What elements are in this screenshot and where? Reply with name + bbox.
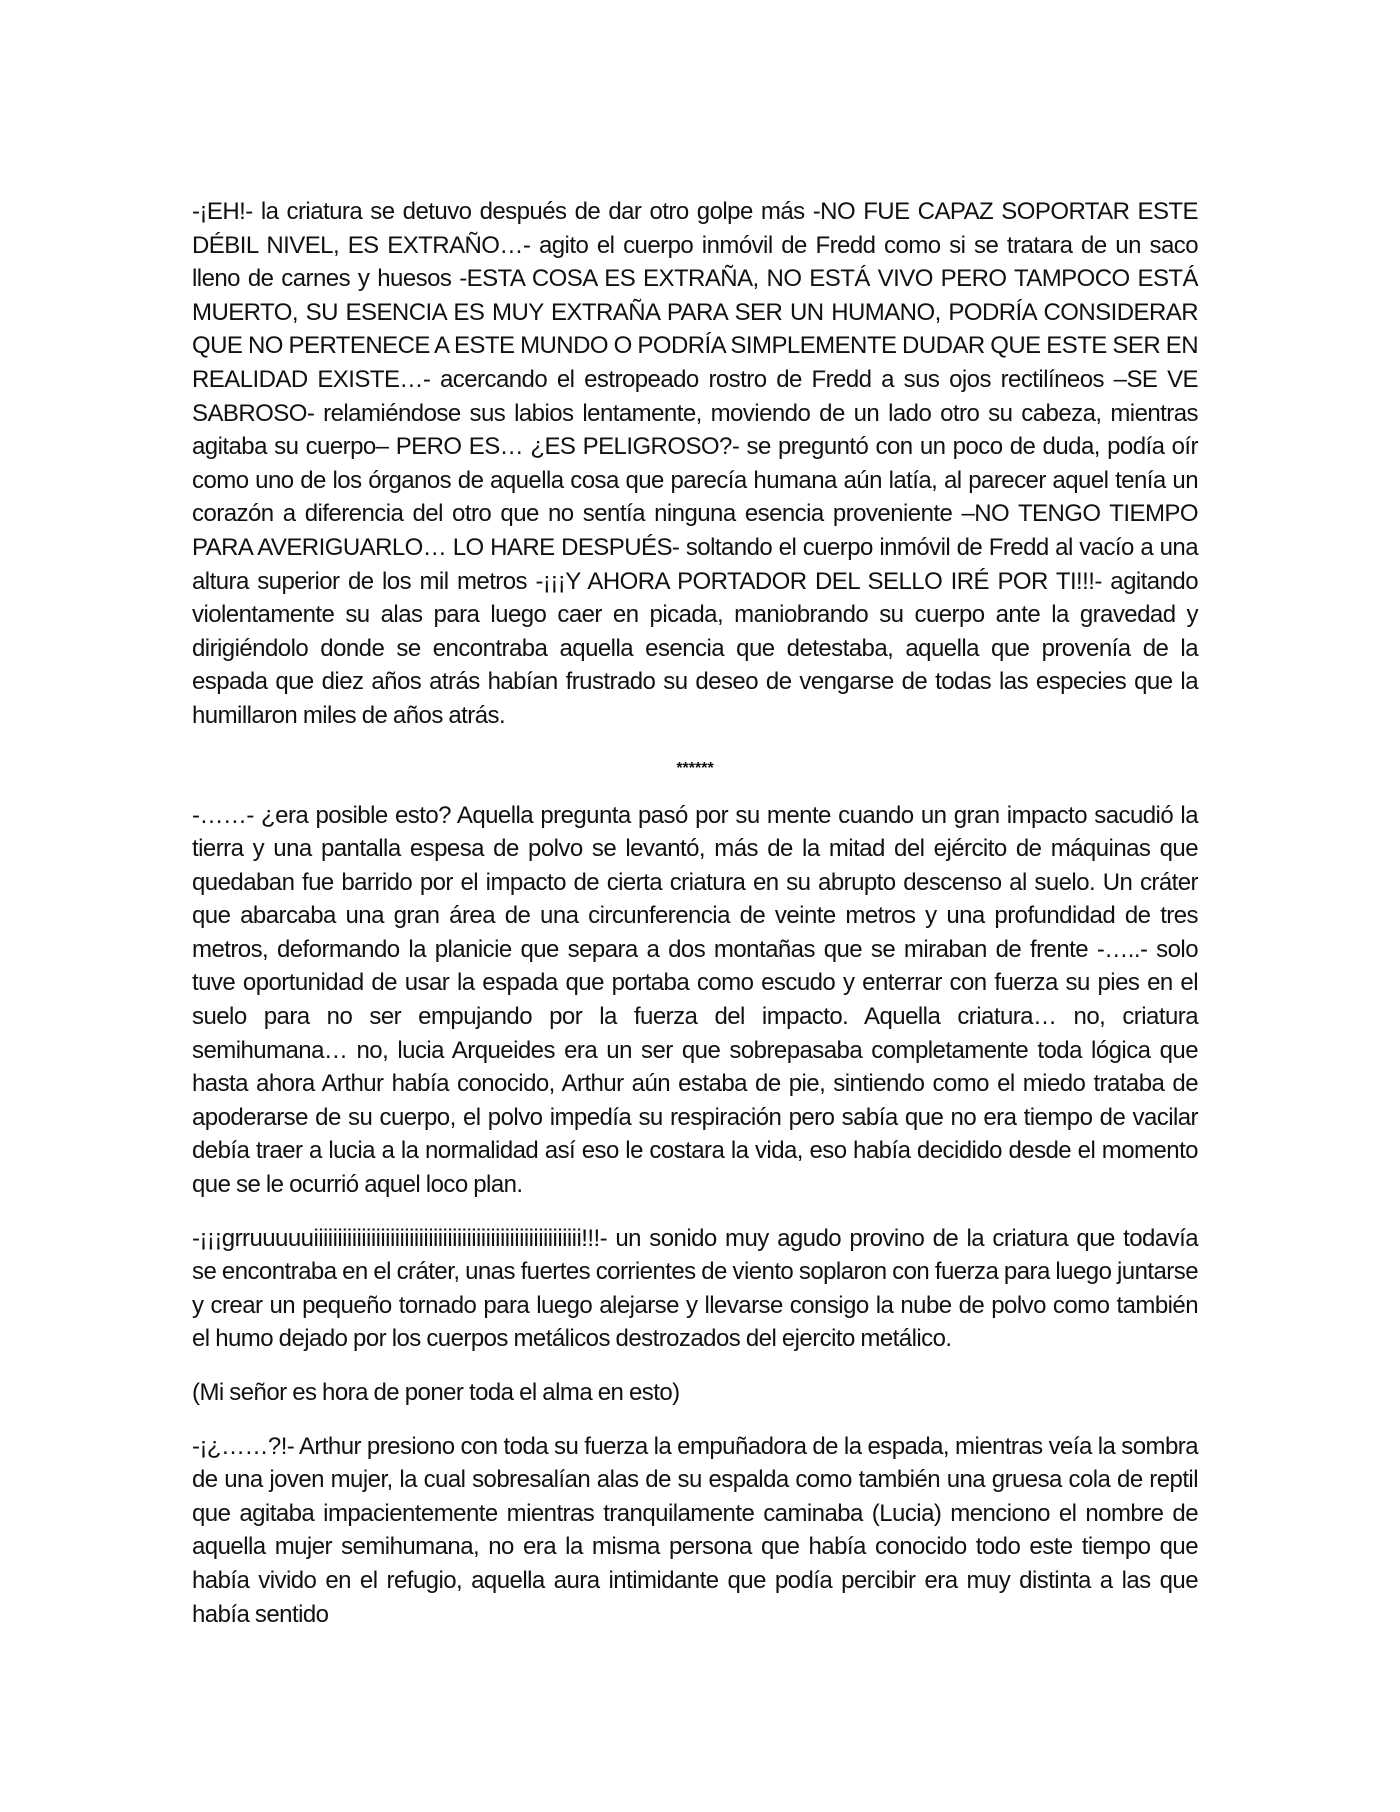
paragraph-1: -¡EH!- la criatura se detuvo después de dar otro golpe más -NO FUE CAPAZ SOPORTAR ESTE DÉBIL NIVEL, ES EXTRAÑO…- agito el cuerpo inmóvil de Fredd como si se tratara de un saco lleno de carnes y huesos -ESTA COSA ES EXTRAÑA, NO ESTÁ VIVO PERO TAMPOCO ESTÁ MUERTO, SU ESENCIA ES MUY EXTRAÑA PARA SER UN HUMANO, PODRÍA CONSIDERAR QUE NO PERTENECE A ESTE MUNDO O PODRÍA SIMPLEMENTE DUDAR QUE ESTE SER EN REALIDAD EXISTE…- acercando el estropeado rostro de Fredd a sus ojos rectilíneos –SE VE SABROSO- relamiéndose sus labios lentamente, moviendo de un lado otro su cabeza, mientras agitaba su cuerpo– PERO ES… ¿ES PELIGROSO?- se preguntó con un poco de duda, podía oír como uno de los órganos de aquella cosa que parecía humana aún latía, al parecer aquel tenía un corazón a diferencia del otro que no sentía ninguna esencia proveniente –NO TENGO TIEMPO PARA AVERIGUARLO… LO HARE DESPUÉS- soltando el cuerpo inmóvil de Fredd al vacío a una altura superior de los mil metros -¡¡¡Y AHORA PORTADOR DEL SELLO IRÉ POR TI!!!- agitando violentamente su alas para luego caer en picada, maniobrando su cuerpo ante la gravedad y dirigiéndolo donde se encontraba aquella esencia que detestaba, aquella que provenía de la espada que diez años atrás habían frustrado su deseo de vengarse de todas las especies que la humillaron miles de años atrás. — [192, 198, 1198, 729]
paragraph-2: -……- ¿era posible esto? Aquella pregunta pasó por su mente cuando un gran impacto sacudió la tierra y una pantalla espesa de polvo se levantó, más de la mitad del ejército de máquinas que quedaban fue barrido por el impacto de cierta criatura en su abrupto descenso al suelo. Un cráter que abarcaba una gran área de una circunferencia de veinte metros y una profundidad de tres metros, deformando la planicie que separa a dos montañas que se miraban de frente -…..- solo tuve oportunidad de usar la espada que portaba como escudo y enterrar con fuerza su pies en el suelo para no ser empujando por la fuerza del impacto. Aquella criatura… no, criatura semihumana… no, lucia Arqueides era un ser que sobrepasaba completamente toda lógica que hasta ahora Arthur había conocido, Arthur aún estaba de pie, sintiendo como el miedo trataba de apoderarse de su cuerpo, el polvo impedía su respiración pero sabía que no era tiempo de vacilar debía traer a lucia a la normalidad así eso le costara la vida, eso había decidido desde el momento que se le ocurrió aquel loco plan. — [192, 801, 1198, 1199]
paragraph-3: -¡¡¡grruuuuuiiiiiiiiiiiiiiiiiiiiiiiiiiiiiiiiiiiiiiiiiiiiiiiiiiiiiiii!!!- un sonido muy agudo provino de la criatura que todavía se encontraba en el cráter, unas fuertes corrientes de viento soplaron con fuerza para luego juntarse y crear un pequeño tornado para luego alejarse y llevarse consigo la nube de polvo como también el humo dejado por los cuerpos metálicos destrozados del ejercito metálico. — [192, 1224, 1198, 1353]
paragraph-4: (Mi señor es hora de poner toda el alma en esto) — [192, 1379, 680, 1406]
paragraph-5: -¡¿……?!- Arthur presiono con toda su fuerza la empuñadora de la espada, mientras veía la sombra de una joven mujer, la cual sobresalían alas de su espalda como también una gruesa cola de reptil que agitaba impacientemente mientras tranquilamente caminaba (Lucia) menciono el nombre de aquella mujer semihumana, no era la misma persona que había conocido todo este tiempo que había vivido en el refugio, aquella aura intimidante que podía percibir era muy distinta a las que había sentido — [192, 1432, 1198, 1628]
section-separator: ****** — [676, 759, 714, 777]
document-body — [192, 195, 1198, 1631]
